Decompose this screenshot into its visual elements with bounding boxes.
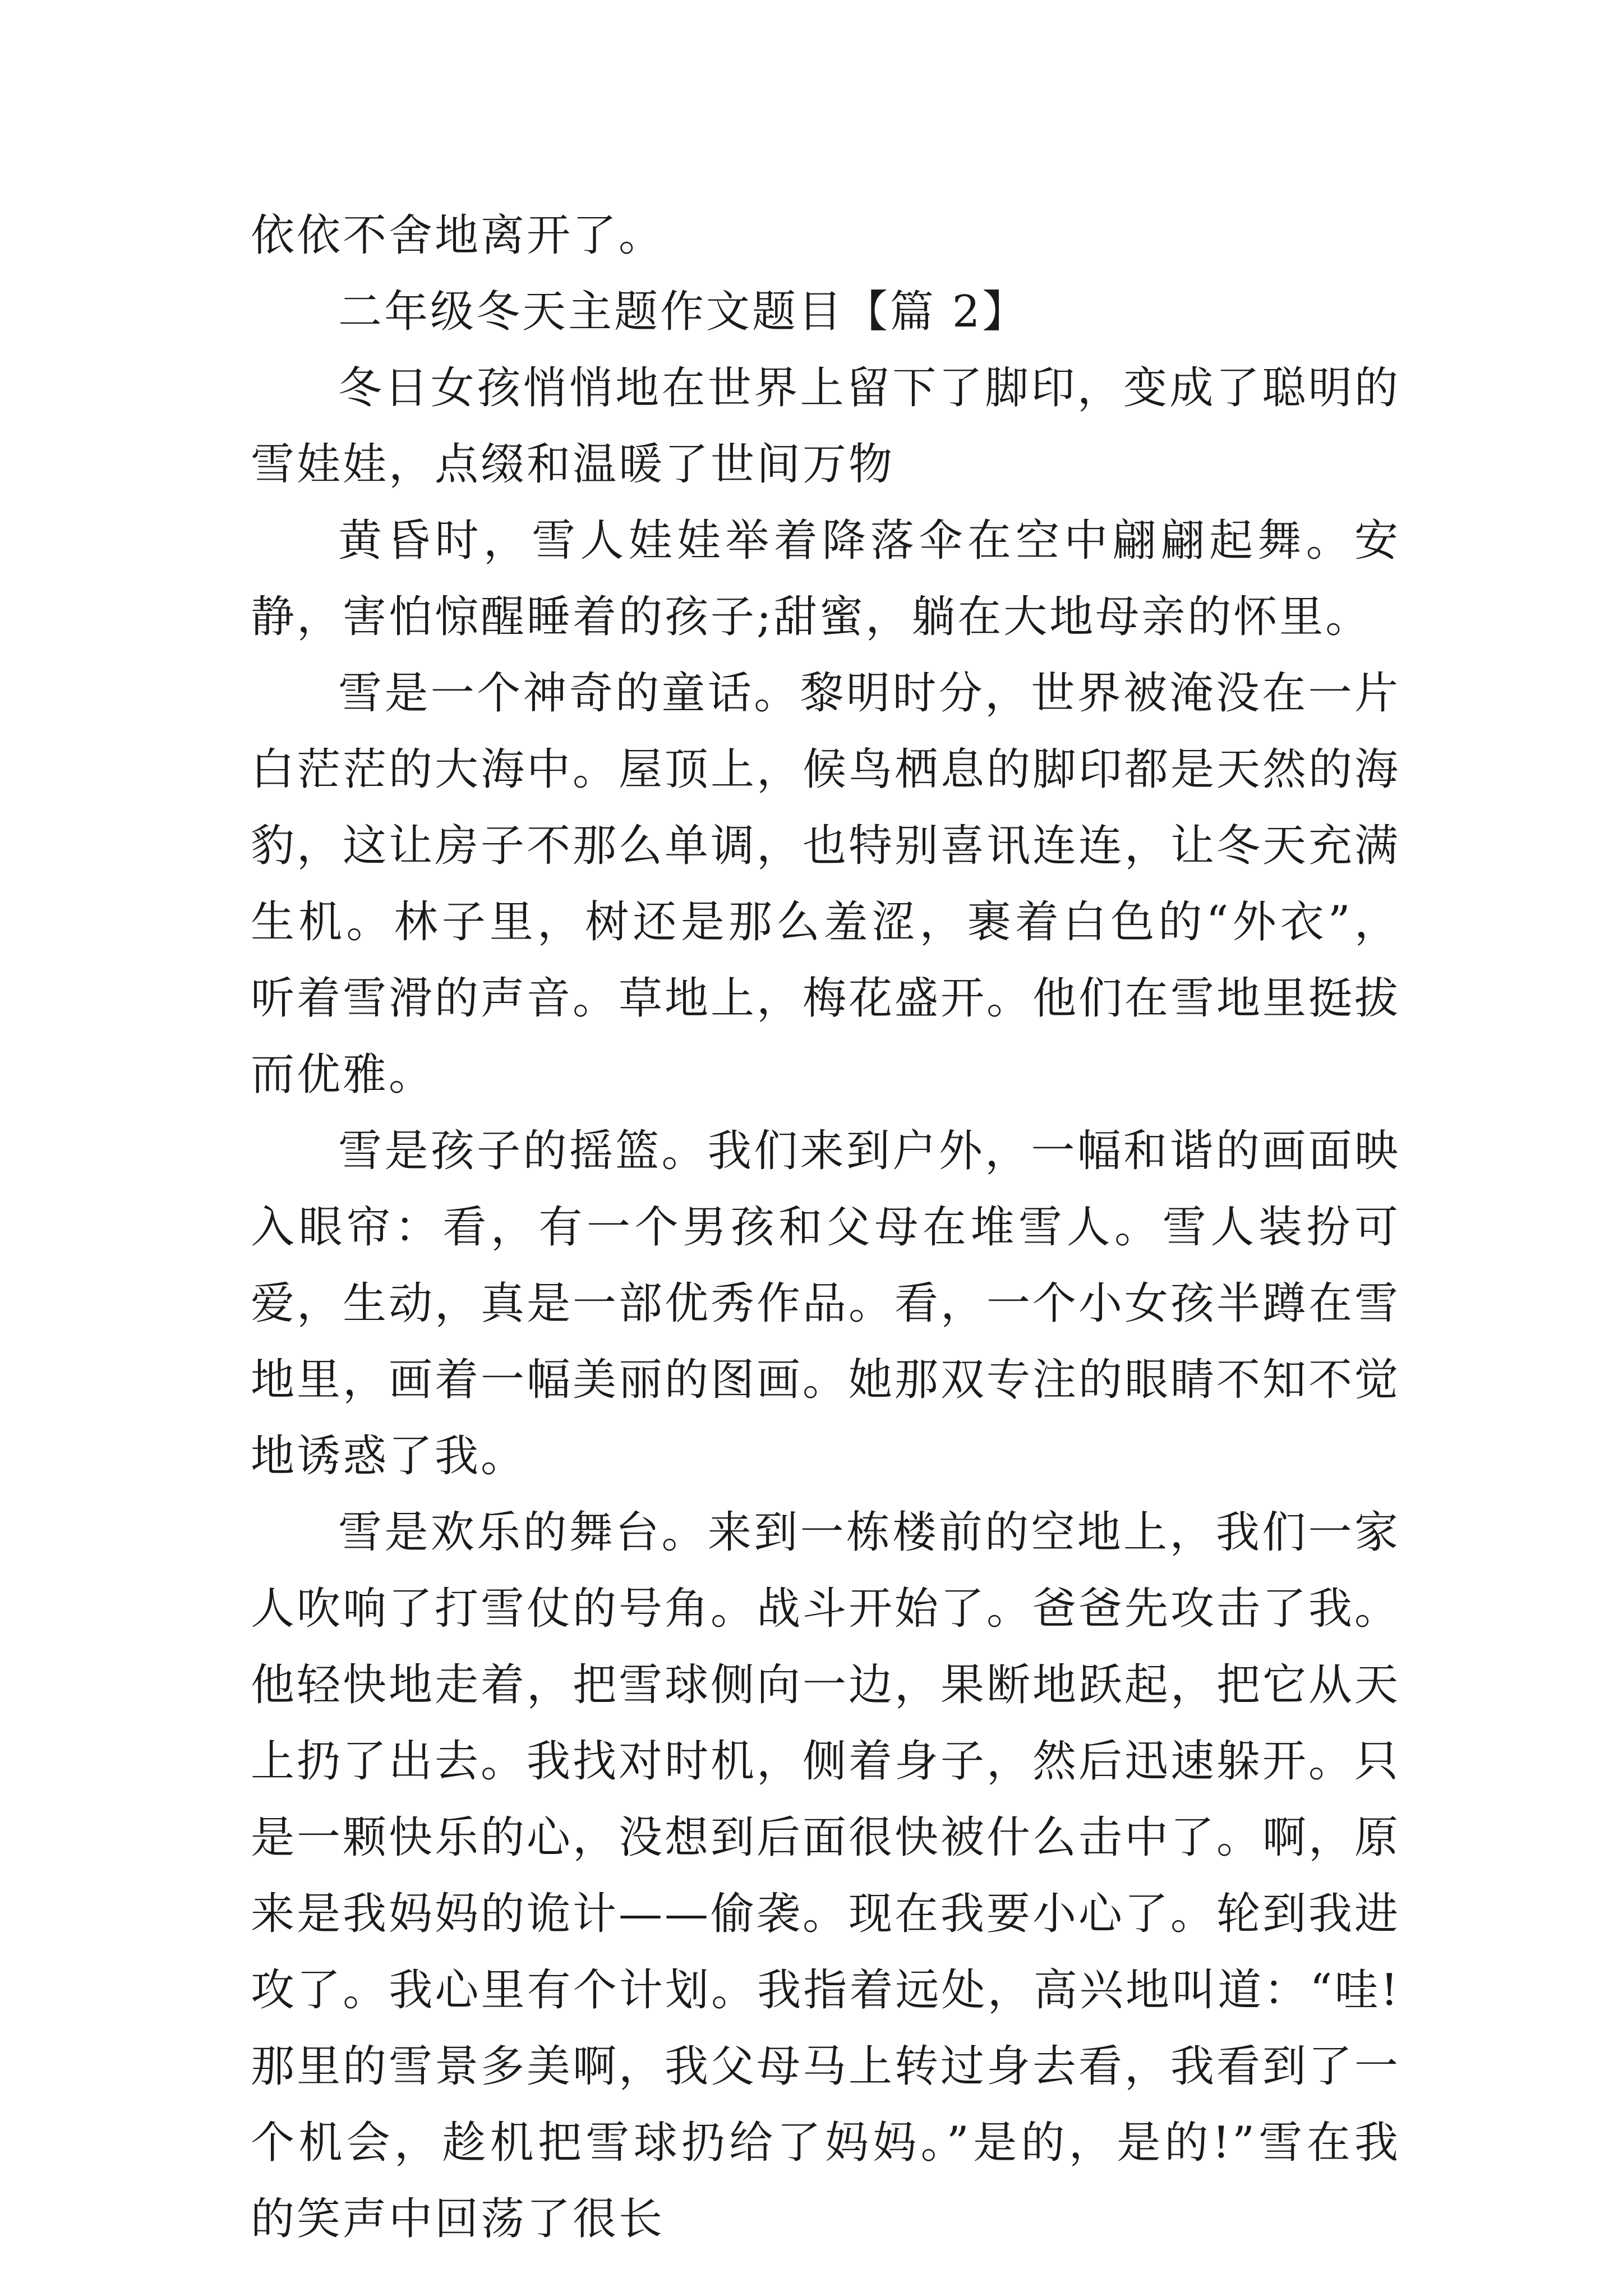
section-heading: 二年级冬天主题作文题目【篇 2】 [338, 287, 1029, 337]
paragraph-closing-line: 依依不舍地离开了。 [251, 210, 665, 261]
document-body [251, 197, 1400, 2257]
paragraph-5: 雪是欢乐的舞台。来到一栋楼前的空地上，我们一家人吹响了打雪仗的号角。战斗开始了。爸爸先攻击了我。他轻快地走着，把雪球侧向一边，果断地跃起，把它从天上扔了出去。我找对时机，侧着身子，然后迅速躲开。只是一颗快乐的心，没想到后面很快被什么击中了。啊，原来是我妈妈的诡计——偷袭。现在我要小心了。轮到我进攻了。我心里有个计划。我指着远处，高兴地叫道：“哇!那里的雪景多美啊，我父母马上转过身去看，我看到了一个机会，趁机把雪球扔给了妈妈。”是的，是的!”雪在我的笑声中回荡了很长 [251, 1507, 1401, 2244]
paragraph-3: 雪是一个神奇的童话。黎明时分，世界被淹没在一片白茫茫的大海中。屋顶上，候鸟栖息的脚印都是天然的海豹，这让房子不那么单调，也特别喜讯连连，让冬天充满生机。林子里，树还是那么羞涩，裹着白色的“外衣”，听着雪滑的声音。草地上，梅花盛开。他们在雪地里挺拔而优雅。 [251, 668, 1401, 1100]
paragraph-4: 雪是孩子的摇篮。我们来到户外，一幅和谐的画面映入眼帘：看，有一个男孩和父母在堆雪人。雪人装扮可爱，生动，真是一部优秀作品。看，一个小女孩半蹲在雪地里，画着一幅美丽的图画。她那双专注的眼睛不知不觉地诱惑了我。 [251, 1126, 1401, 1481]
paragraph-2: 黄昏时，雪人娃娃举着降落伞在空中翩翩起舞。安静，害怕惊醒睡着的孩子;甜蜜，躺在大地母亲的怀里。 [251, 516, 1400, 642]
paragraph-1: 冬日女孩悄悄地在世界上留下了脚印，变成了聪明的雪娃娃，点缀和温暖了世间万物 [251, 363, 1400, 490]
